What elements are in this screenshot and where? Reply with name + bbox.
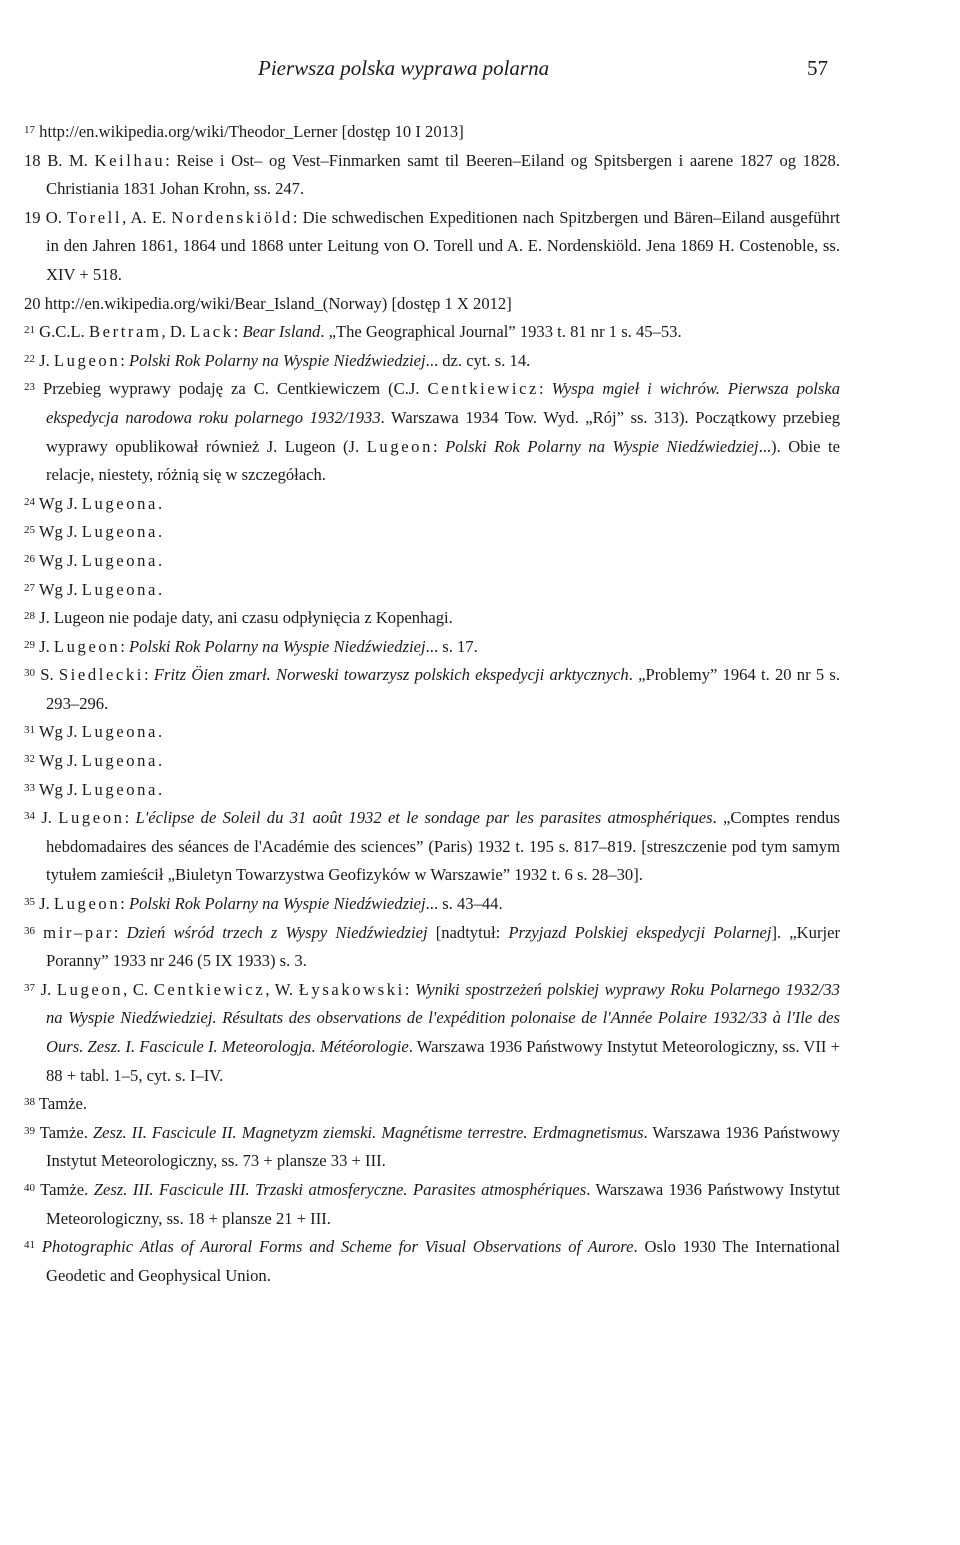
footnote-text: . „Problemy” 1964 t. 20 nr 5 s. 293–296. — [46, 665, 840, 713]
footnote-text: B. M. — [47, 150, 95, 170]
author-name: Lack — [190, 322, 234, 342]
footnote-35 — [24, 890, 840, 919]
author-name: Torell — [67, 207, 123, 227]
footnote-17 — [24, 118, 840, 147]
footnote-text: , C. — [123, 979, 154, 999]
footnote-number: 35 — [24, 896, 35, 909]
author-name: Lugeon — [53, 350, 121, 370]
footnote-text: http://en.wikipedia.org/wiki/Bear_Island_(Norway) [dostęp 1 X 2012] — [44, 293, 512, 313]
footnote-text: Przebieg wyprawy podaję za C. Centkiewiczem (C.J. — [43, 379, 428, 399]
footnote-title: Zesz. II. Fascicule II. Magnetyzm ziemski. Magnétisme terrestre. Erdmagnetismus — [92, 1122, 644, 1142]
footnote-text: : — [113, 922, 127, 942]
footnote-text: . — [158, 522, 163, 542]
footnote-23 — [24, 375, 840, 489]
footnote-text: : — [539, 379, 552, 399]
footnote-text: Tamże. — [39, 1122, 93, 1142]
footnote-text: . — [158, 579, 163, 599]
footnote-number: 22 — [24, 352, 35, 365]
footnote-text: Wg J. — [38, 522, 82, 542]
footnote-text: http://en.wikipedia.org/wiki/Theodor_Lerner [dostęp 10 I 2013] — [39, 122, 464, 141]
author-name: Lugeon — [53, 894, 121, 914]
author-name: Lugeon — [56, 979, 124, 999]
footnote-number: 37 — [24, 981, 35, 994]
footnote-19 — [24, 204, 840, 290]
author-name: Siedlecki — [58, 665, 144, 685]
running-title: Pierwsza polska wyprawa polarna — [258, 56, 550, 80]
footnote-39 — [24, 1119, 840, 1176]
footnote-28 — [24, 604, 840, 633]
footnote-title: Fritz Öien zmarł. Norweski towarzysz polskich ekspedycji arktycznych — [153, 665, 629, 685]
footnote-text: Wg J. — [38, 751, 82, 771]
footnote-title: Polski Rok Polarny na Wyspie Niedźwiedziej — [128, 894, 426, 914]
footnotes-list — [24, 118, 840, 1290]
footnote-text: . Warszawa 1936 Państwowy Instytut Meteorologiczny, ss. VII + 88 + tabl. 1–5, cyt. s. I–IV. — [46, 1037, 840, 1085]
footnote-text: Wg J. — [38, 493, 82, 513]
footnote-text: J. — [39, 636, 54, 656]
footnote-text: . — [158, 722, 163, 742]
footnote-25 — [24, 518, 840, 547]
page-number: 57 — [807, 56, 828, 80]
footnote-36 — [24, 919, 840, 976]
footnote-text: Wg J. — [38, 722, 82, 742]
footnote-number: 39 — [24, 1124, 35, 1137]
footnote-33 — [24, 776, 840, 805]
footnote-text: : — [432, 436, 446, 456]
footnote-title: Polski Rok Polarny na Wyspie Niedźwiedziej — [445, 436, 759, 456]
footnote-21 — [24, 318, 840, 347]
footnote-30 — [24, 661, 840, 718]
footnote-number: 32 — [24, 753, 35, 766]
footnote-number: 23 — [24, 381, 35, 394]
running-head — [0, 52, 960, 88]
author-name: Lugeona — [81, 493, 158, 513]
author-name: Lugeona — [81, 722, 158, 742]
author-name: Lugeona — [81, 522, 158, 542]
footnote-27 — [24, 576, 840, 605]
author-name: Lugeon — [58, 808, 125, 828]
footnote-number: 38 — [24, 1096, 35, 1109]
footnote-text: : — [144, 665, 154, 685]
footnote-text: : — [404, 979, 416, 999]
footnote-text: : Die schwedischen Expeditionen nach Spitzbergen und Bären–Eiland ausgeführt in den Jahren 1861, 1864 und 1868 unter Leitung von O. Torell und A. E. Nordenskiöld. Jena 1869 H. Costenoble, ss. XIV + 518. — [46, 207, 840, 284]
footnote-24 — [24, 490, 840, 519]
footnote-text: J. — [39, 350, 54, 370]
footnote-text: ...). Obie te relacje, niestety, różnią się w szczegółach. — [46, 436, 840, 485]
footnote-20 — [24, 290, 840, 319]
footnote-text: ... s. 17. — [425, 636, 478, 656]
author-name: Keilhau — [94, 150, 166, 170]
footnote-title: Zesz. III. Fascicule III. Trzaski atmosferyczne. Parasites atmosphériques — [93, 1179, 587, 1199]
footnote-text: . — [158, 751, 163, 771]
footnote-text: : — [233, 322, 243, 342]
footnote-text: J. Lugeon nie podaje daty, ani czasu odpłynięcia z Kopenhagi. — [39, 608, 453, 628]
footnote-number: 40 — [24, 1181, 35, 1194]
footnote-34 — [24, 804, 840, 890]
footnote-title: Polski Rok Polarny na Wyspie Niedźwiedziej — [128, 350, 426, 370]
footnote-29 — [24, 633, 840, 662]
author-name: Centkiewicz — [153, 979, 266, 999]
footnote-18 — [24, 147, 840, 204]
footnote-text: S. — [40, 665, 59, 685]
footnote-31 — [24, 718, 840, 747]
footnote-text: . Warszawa 1936 Państwowy Instytut Meteorologiczny, ss. 73 + plansze 33 + III. — [46, 1122, 841, 1171]
footnote-number: 34 — [24, 810, 35, 823]
author-name: Bertram — [88, 322, 162, 342]
footnote-number: 28 — [24, 610, 35, 623]
footnote-number: 24 — [24, 495, 35, 508]
author-name: Łysakowski — [298, 979, 405, 999]
footnote-text: J. — [39, 894, 54, 914]
footnote-text: . Warszawa 1936 Państwowy Instytut Meteorologiczny, ss. 18 + plansze 21 + III. — [46, 1179, 840, 1228]
author-name: mir–par — [43, 922, 114, 942]
footnote-number: 26 — [24, 552, 35, 565]
author-name: Lugeona — [81, 579, 158, 599]
footnote-text: . Oslo 1930 The International Geodetic and Geophysical Union. — [46, 1237, 840, 1285]
footnote-text: . — [158, 550, 163, 570]
author-name: Lugeon — [53, 636, 121, 656]
footnote-title: Wyniki spostrzeżeń polskiej wyprawy Roku Polarnego 1932/33 na Wyspie Niedźwiedziej. Résultats des observations de l'expédition polonaise de l'Année Polaire 1932/33 à l'Ile des Ours. Zesz. I. Fascicule I. Meteorologja. Météorologie — [46, 979, 840, 1056]
author-name: Centkiewicz — [427, 379, 540, 399]
footnote-text: [nadtytuł: — [427, 922, 509, 942]
footnote-38 — [24, 1090, 840, 1119]
footnote-text: : — [120, 894, 129, 914]
footnote-number: 36 — [24, 924, 35, 937]
footnote-40 — [24, 1176, 840, 1233]
footnote-title: Polski Rok Polarny na Wyspie Niedźwiedziej — [128, 636, 426, 656]
footnote-text: Tamże. — [40, 1179, 94, 1199]
footnote-text: Tamże. — [38, 1094, 87, 1114]
footnote-text: Wg J. — [38, 579, 82, 599]
footnote-text: Wg J. — [38, 550, 82, 570]
footnote-title: Photographic Atlas of Auroral Forms and Scheme for Visual Observations of Aurore — [41, 1237, 634, 1257]
author-name: Nordenskiöld — [171, 207, 293, 227]
author-name: Lugeona — [81, 550, 158, 570]
footnote-text: : — [124, 808, 136, 828]
footnote-number: 30 — [24, 667, 35, 680]
footnote-text: Wg J. — [38, 779, 82, 799]
footnote-text: J. — [41, 808, 59, 828]
footnote-number: 21 — [24, 324, 35, 337]
footnote-number: 29 — [24, 638, 35, 651]
footnote-number: 41 — [24, 1239, 35, 1252]
footnote-text: . — [158, 779, 163, 799]
footnote-text: . „The Geographical Journal” 1933 t. 81 nr 1 s. 45–53. — [320, 322, 682, 342]
footnote-title: Bear Island — [242, 322, 321, 342]
footnote-37 — [24, 976, 840, 1090]
footnote-title: Wyspa mgieł i wichrów. Pierwsza polska ekspedycja narodowa roku polarnego 1932/1933 — [46, 379, 841, 427]
footnote-text: : — [120, 350, 129, 370]
footnote-text: . „Comptes rendus hebdomadaires des séances de l'Académie des sciences” (Paris) 1932 t. 195 s. 817–819. [streszczenie pod tym samym tytułem zamieścił „Biuletyn Towarzystwa Geofizyków w Warszawie” 1932 t. 6 s. 28–30]. — [46, 808, 840, 885]
footnote-number: 25 — [24, 524, 35, 537]
footnote-title: L'éclipse de Soleil du 31 août 1932 et le sondage par les parasites atmosphériques — [135, 808, 713, 828]
footnote-text: . Warszawa 1934 Tow. Wyd. „Rój” ss. 313). Początkowy przebieg wyprawy opublikował również J. Lugeon (J. — [46, 407, 840, 456]
footnote-number: 18 — [24, 150, 41, 170]
footnote-number: 27 — [24, 581, 35, 594]
footnote-22 — [24, 347, 840, 376]
footnote-number: 19 — [24, 207, 41, 227]
footnote-number: 31 — [24, 724, 35, 737]
footnote-number: 20 — [24, 293, 41, 313]
footnote-title: Dzień wśród trzech z Wyspy Niedźwiedziej — [126, 922, 428, 942]
footnote-text: , A. E. — [122, 207, 172, 227]
author-name: Lugeona — [81, 779, 158, 799]
footnote-text: : Reise i Ost– og Vest–Finmarken samt til Beeren–Eiland og Spitsbergen i aarene 1827 og 1828. Christiania 1831 Johan Krohn, ss. 247. — [46, 150, 840, 199]
footnote-text: G.C.L. — [39, 322, 89, 342]
author-name: Lugeona — [81, 751, 158, 771]
footnote-text: ... s. 43–44. — [425, 894, 503, 914]
footnote-text: . — [158, 493, 163, 513]
footnote-text: , W. — [265, 979, 299, 999]
footnote-number: 33 — [24, 781, 35, 794]
footnote-41 — [24, 1233, 840, 1290]
footnote-title: Przyjazd Polskiej ekspedycji Polarnej — [508, 922, 772, 942]
footnote-text: ... dz. cyt. s. 14. — [425, 350, 531, 370]
footnote-text: ]. „Kurjer Poranny” 1933 nr 246 (5 IX 1933) s. 3. — [46, 922, 840, 971]
footnote-number: 17 — [24, 124, 35, 136]
footnote-text: : — [120, 636, 129, 656]
author-name: Lugeon — [366, 436, 433, 456]
footnote-32 — [24, 747, 840, 776]
footnote-text: J. — [40, 979, 57, 999]
footnote-26 — [24, 547, 840, 576]
footnote-text: , D. — [161, 322, 191, 342]
footnote-text: O. — [45, 207, 68, 227]
